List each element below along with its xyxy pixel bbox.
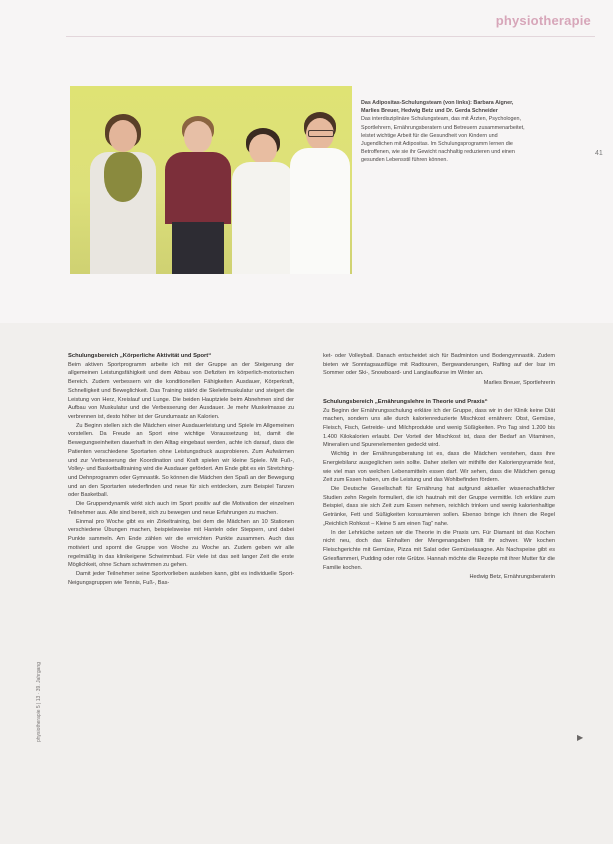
right-paragraph-4: Die Deutsche Gesellschaft für Ernährung hat aufgrund aktueller wissenschaftlicher Studien zehn Regeln formuliert, die ich hautnah mit der Gruppe vermittle. Ich erkläre zum Beispiel, dass sie sich Zeit zum Essen nehmen, reichlich trinken und wenig kalorienhaltige Getränke, Fett und Süßigkeiten konsumieren sollen. Ebenso bringe ich ihnen die Regel „Reichlich Rohkost – Kleine 5 am einen Tag“ nahe. [323,486,555,527]
next-page-arrow-icon: ▶ [577,733,584,742]
person-2 [162,116,234,274]
right-paragraph-1: ket- oder Volleyball. Danach entscheidet sich für Badminton und Bodengymnastik. Zudem bieten wir Sonntagsausflüge mit Radtouren, Bergwanderungen, Rafting auf der Isar im Sommer oder Ski-, Snowboard- und Langlaufkurse im Winter an. [323,353,555,377]
photo-caption-lead: Das Adipositas-Schulungsteam (von links): Barbara Aigner, Marlies Breuer, Hedwig Betz und Dr. Gerda Schneider [361,100,514,115]
author-credit-2: Hedwig Betz, Ernährungsberaterin [469,574,555,581]
photo-caption-body: Das interdisziplinäre Schulungsteam, das mit Ärzten, Psychologen, Sportlehrern, Ernährungsberatern und Betreuern zusammenarbeitet, leistet wichtige Arbeit für die Gesundheit von Kindern und Jugendlichen mit Adipositas. Im Schulungsprogramm lernen die Betroffenen, wie sie ihr Gewicht nachhaltig reduzieren und einen gesunden Lebensstil führen können. [361,116,525,164]
right-paragraph-5: In der Lehrküche setzen wir die Theorie in die Praxis um. Für Diamant ist das Kochen nicht neu, doch das Einhalten der Mengenangaben fällt ihr schwer. Wir kochen Fleischgerichte mit Gemüse, Pizza mit Salat oder Gemüselasagne. Als Nachspeise gibt es Griesflammeri, Pudding oder rote Grütze. Hannah möchte die Rezepte mit ihrer Mutter für die Familie kochen. [323,529,555,571]
side-page-marker: 41 [595,150,603,157]
person-3 [230,128,296,274]
section-rule [66,36,595,37]
left-paragraph-5: Damit jeder Teilnehmer seine Sportvorlieben ausleben kann, gibt es individuelle Sport-Neigungsgruppen wie Tennis, Fuß-, Bas- [68,570,294,586]
left-paragraph-1: Beim aktiven Sportprogramm arbeite ich mit der Gruppe an der Steigerung der allgemeinen Leistungsfähigkeit und dem Abbau von Defiziten im körperlich-motorischen Bereich. Zudem verbessern wir die konditionellen Fähigkeiten Ausdauer, Körperkraft, Schnelligkeit und Beweglichkeit. Das Training stärkt die Skelettmuskulatur und steigert die Leistung von Herz, Kreislauf und Lunge. Die beiden Hauptziele beim Abnehmen sind der Aufbau von Muskulatur und die Verbesserung der Ausdauer. Je mehr Muskelmasse zu verbrennen ist, desto höher ist der Grundumsatz an Kalorien. [68,361,294,421]
photo-caption [361,99,529,165]
left-paragraph-2: Zu Beginn stellen sich die Mädchen einer Ausdauerleistung und Spiele im Allgemeinen vorstellen. Da Freude an Sport eine wichtige Voraussetzung ist, damit die Bewegungseinheiten dauerhaft in den Alltag eingebaut werden, achte ich darauf, dass die Patienten verschiedene Sportarten ohne Leistungsdruck ausprobieren. Zum Aufwärmen und zur Verbesserung der Koordination und Kraft spielen wir kleine Spiele. Mit Fuß-, Volley- und Basketballtraining wird die Ausdauer gefördert. Am Ende gibt es ein Stretching- und Dehnprogramm oder Gymnastik. So können die Mädchen den Spaß an der Bewegung und an den Sportarten wiederfinden und neue für sich entdecken, zum Beispiel Tanzen oder Basketball. [68,422,294,499]
section-title: physiotherapie [495,13,591,28]
left-paragraph-4: Einmal pro Woche gibt es ein Zirkeltraining, bei dem die Mädchen an 10 Stationen verschiedene Übungen machen, beispielsweise mit Hanteln oder Steppern, und dabei Punkte sammeln. Am Ende zählen wir die erreichten Punkte zusammen. Auch das motiviert und spornt die Gruppe von Woche zu Woche an. Zudem geben wir alle regelmäßig in das klinikeigene Schwimmbad. Für viele ist das seit langer Zeit die erste Möglichkeit, ohne Scham schwimmen zu gehen. [68,518,294,569]
right-paragraph-2: Zu Beginn der Ernährungsschulung erkläre ich der Gruppe, dass wir in der Klinik keine Diät machen, sondern uns alle durch kalorienreduzierte Mischkost ernähren: Obst, Gemüse, Fleisch, Fisch, Getreide- und Milchprodukte und wenig Süßigkeiten. Pro Tag sind 1.200 bis 1.400 Kilokalorien erlaubt. Der Vorteil der Mischkost ist, dass der Bedarf an Vitaminen, Mineralien und Spurenelementen gedeckt wird. [323,407,555,449]
right-column-heading: Schulungsbereich „Ernährungslehre in Theorie und Praxis“ [323,398,488,405]
person-4 [288,112,352,274]
team-photo [70,86,352,274]
left-column-heading: Schulungsbereich „Körperliche Aktivität und Sport“ [68,353,212,359]
author-credit-1: Marlies Breuer, Sportlehrerin [483,380,555,387]
right-column [323,352,555,592]
footer-vertical-text: physiotherapie 5 | 13 · 39. Jahrgang [36,662,42,742]
right-paragraph-3: Wichtig in der Ernährungsberatung ist es, dass die Mädchen verstehen, dass ihre Energiebilanz ausgeglichen sein sollte. Daher stellen wir mithilfe der Kalorienpyramide fest, wie viel man von welchen Lebensmitteln essen darf. Wir sehen, dass die Mädchen genug Zeit zum Essen haben, um die Leistung und das Wohlbefinden fördern. [323,451,555,484]
person-1 [88,114,158,274]
left-paragraph-3: Die Gruppendynamik wirkt sich auch im Sport positiv auf die Motivation der einzelnen Teilnehmer aus. Alle sind bereit, sich zu bewegen und neue Erfahrungen zu machen. [68,501,294,516]
left-column [68,352,294,587]
